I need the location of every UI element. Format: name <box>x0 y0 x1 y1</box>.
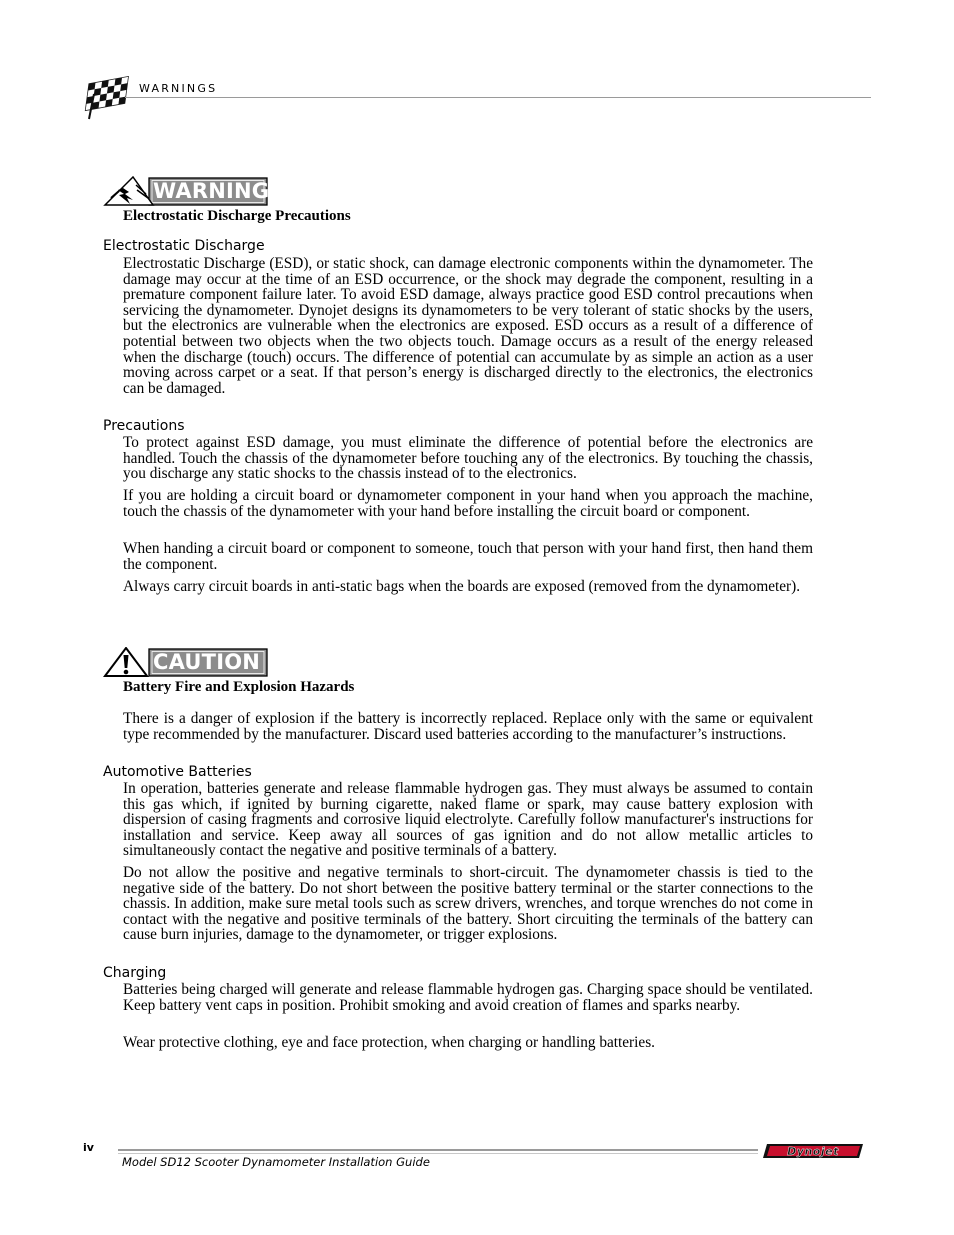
paragraph-precautions-1: To protect against ESD damage, you must eliminate the difference of potential before the electronics are handled. Touch the chassis of the dynamometer before touching any of the electronics. By touching the chassis, you discharge any static shocks to the chassis instead of to the electronics. <box>123 434 813 483</box>
guide-title: Model SD12 Scooter Dynamometer Installation Guide <box>122 1155 430 1169</box>
footer-rule-thin <box>118 1153 758 1154</box>
paragraph-automotive-2: Do not allow the positive and negative terminals to short-circuit. The dynamometer chassis is tied to the negative side of the battery. Do not short between the positive battery terminal or the starter connections to the chassis. In addition, make sure metal tools such as screw drivers, wrenches, and torque wrenches do not come in contact with the negative and positive terminals of the battery. Short circuiting the terminals of the battery can cause burn injuries, damage to the dynamometer, or trigger explosions. <box>123 864 813 944</box>
dynojet-logo <box>763 1142 865 1160</box>
checkered-flag-icon <box>83 76 133 120</box>
warning-banner-label: WARNING <box>153 179 270 203</box>
section-heading-precautions: Precautions <box>103 418 185 434</box>
paragraph-charging-2: Wear protective clothing, eye and face protection, when charging or handling batteries. <box>123 1034 655 1051</box>
footer-rule <box>118 1149 758 1151</box>
paragraph-charging-1: Batteries being charged will generate and release flammable hydrogen gas. Charging space should be ventilated. Keep battery vent caps in position. Prohibit smoking and avoid creation of flames and sparks nearby. <box>123 981 813 1014</box>
caution-banner-label: CAUTION <box>153 650 261 674</box>
paragraph-automotive-1: In operation, batteries generate and release flammable hydrogen gas. They must always be assumed to contain this gas which, if ignited by burning cigarette, naked flame or spark, may cause battery explosion with dispersion of casing fragments and corrosive liquid electrolyte. Carefully follow manufacturer's instructions for installation and service. Keep away all sources of gas ignition and do not allow metallic articles to simultaneously contact the negative and positive terminals of a battery. <box>123 780 813 860</box>
svg-text:Dynojet: Dynojet <box>787 1145 839 1158</box>
section-heading-automotive-batteries: Automotive Batteries <box>103 764 252 780</box>
warning-banner <box>103 176 269 208</box>
caution-banner <box>103 647 269 679</box>
paragraph-caution-intro: There is a danger of explosion if the battery is incorrectly replaced. Replace only with the same or equivalent type recommended by the manufacturer. Discard used batteries according to the manufacturer’s instructions. <box>123 710 813 743</box>
warning-subtitle: Electrostatic Discharge Precautions <box>123 208 351 224</box>
section-heading-charging: Charging <box>103 965 167 981</box>
page-number: iv <box>83 1141 94 1154</box>
paragraph-precautions-3: When handing a circuit board or component to someone, touch that person with your hand first, then hand them the component. <box>123 540 813 573</box>
section-heading-esd: Electrostatic Discharge <box>103 238 265 254</box>
paragraph-precautions-4: Always carry circuit boards in anti-static bags when the boards are exposed (removed from the dynamometer). <box>123 578 801 595</box>
caution-subtitle: Battery Fire and Explosion Hazards <box>123 679 355 695</box>
paragraph-esd: Electrostatic Discharge (ESD), or static shock, can damage electronic components within the dynamometer. The damage may occur at the time of an ESD occurrence, or the shock may degrade the component, resulting in a premature component failure later. To avoid ESD damage, always practice good ESD control precautions when servicing the dynamometer. Dynojet designs its dynamometers to be very tolerant of static shocks by the users, but the electronics are vulnerable when the electronics are exposed. ESD occurs as a result of a difference of potential between two objects when the two objects touch. Damage occurs as a result of the energy released when the discharge (touch) occurs. The difference of potential can accumulate by as simple an action as a user moving across carpet or a seat. If that person’s energy is discharged directly to the electronics, the electronics can be damaged. <box>123 255 813 397</box>
section-header-title: WARNINGS <box>139 82 218 95</box>
electric-shock-hazard-icon <box>105 177 153 205</box>
header-rule <box>125 97 871 98</box>
paragraph-precautions-2: If you are holding a circuit board or dynamometer component in your hand when you approach the machine, touch the chassis of the dynamometer with your hand before installing the circuit board or component. <box>123 487 813 520</box>
exclamation-triangle-icon <box>105 648 147 676</box>
